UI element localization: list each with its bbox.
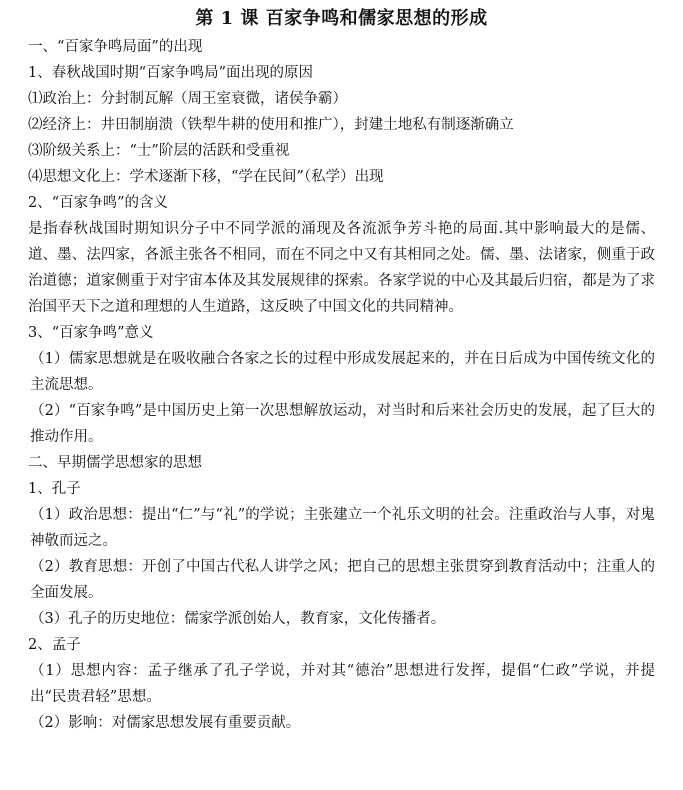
subsection-heading-2-1: 1、孔子 [28,481,81,497]
section-heading-2: 二、早期儒学思想家的思想 [28,455,202,471]
subsection-heading-1-3: 3、“百家争鸣”意义 [28,325,154,341]
list-item: （2）教育思想：开创了中国古代私人讲学之风；把自己的思想主张贯穿到教育活动中；注重人的全面发展。 [30,559,655,601]
subsection-heading-1-2: 2、“百家争鸣”的含义 [28,195,169,211]
list-item: （3）孔子的历史地位：儒家学派创始人，教育家，文化传播者。 [30,611,446,627]
list-item: （2）影响：对儒家思想发展有重要贡献。 [30,715,301,731]
list-item: ⑷思想文化上：学术逐渐下移，“学在民间”（私学）出现 [28,169,384,185]
paragraph-meaning: 是指春秋战国时期知识分子中不同学派的涌现及各流派争芳斗艳的局面.其中影响最大的是儒、道、墨、法四家，各派主张各不相同，而在不同之中又有其相同之处。儒、墨、法诸家，侧重于政治道德；道家侧重于对宇宙本体及其发展规律的探索。各家学说的中心及其最后归宿，都是为了求治国平天下之道和理想的人生道路，这反映了中国文化的共同精神。 [28,221,655,315]
list-item: ⑵经济上：井田制崩溃（铁犁牛耕的使用和推广），封建土地私有制逐渐确立 [28,117,514,133]
page-title: 第 1 课 百家争鸣和儒家思想的形成 [195,8,488,29]
subsection-heading-1-1: 1、春秋战国时期“百家争鸣局”面出现的原因 [28,65,314,81]
list-item: ⑴政治上：分封制瓦解（周王室衰微，诸侯争霸） [28,91,347,107]
subsection-heading-2-2: 2、孟子 [28,637,81,653]
list-item: （2）“百家争鸣”是中国历史上第一次思想解放运动，对当时和后来社会历史的发展，起了巨大的推动作用。 [30,403,655,445]
section-heading-1: 一、“百家争鸣局面”的出现 [28,39,203,55]
list-item: （1）政治思想：提出“仁”与“礼”的学说；主张建立一个礼乐文明的社会。注重政治与人事，对鬼神敬而远之。 [30,507,655,549]
list-item: （1）思想内容：孟子继承了孔子学说，并对其“德治”思想进行发挥，提倡“仁政”学说，并提出“民贵君轻”思想。 [30,663,655,705]
list-item: ⑶阶级关系上：“士”阶层的活跃和受重视 [28,143,290,159]
list-item: （1）儒家思想就是在吸收融合各家之长的过程中形成发展起来的，并在日后成为中国传统文化的主流思想。 [30,351,655,393]
